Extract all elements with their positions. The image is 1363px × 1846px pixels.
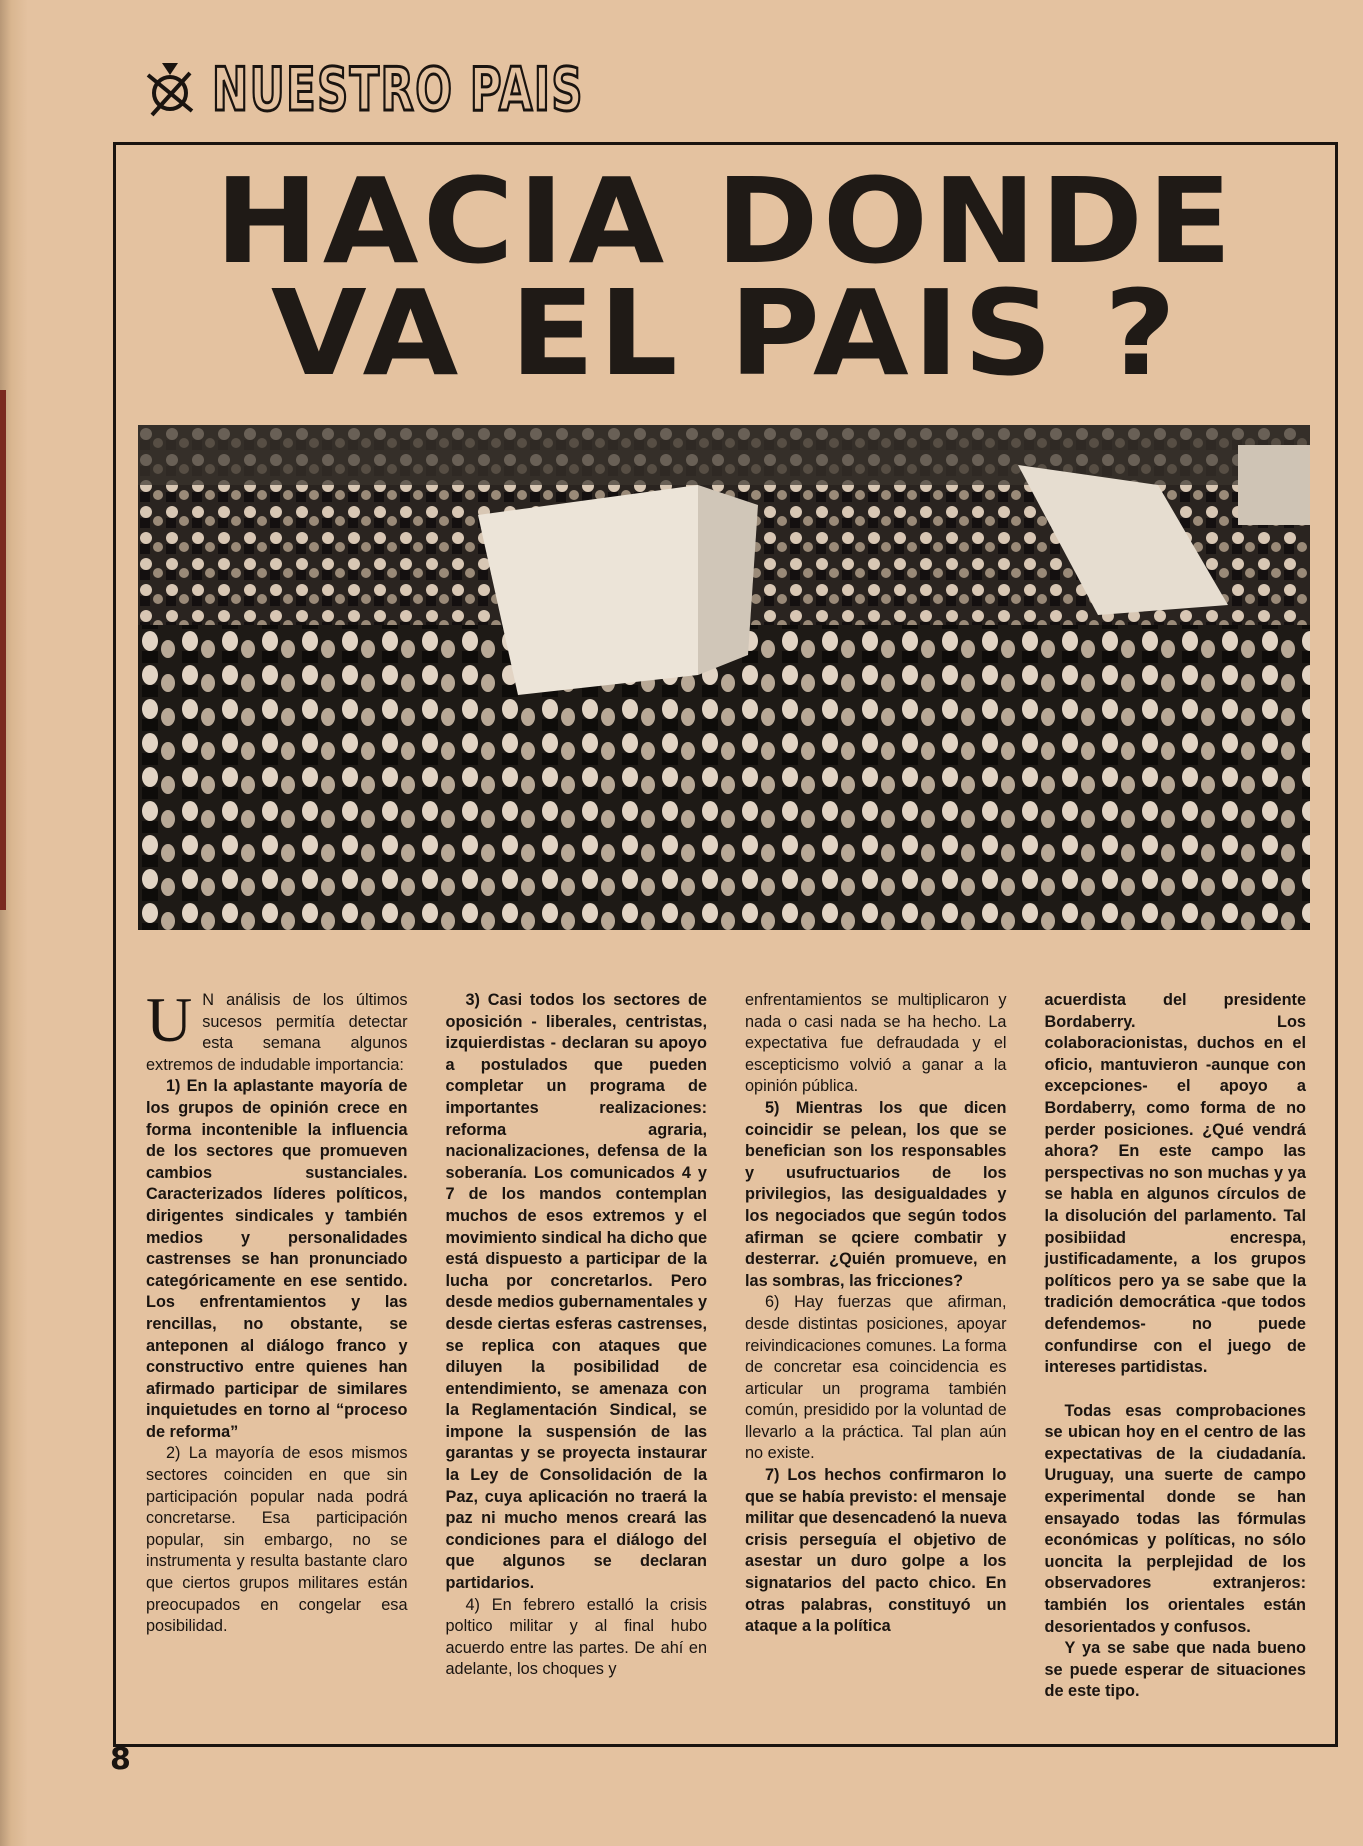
intro-paragraph: N análisis de los últimos sucesos permitía detectar esta semana algunos extremos de indudable importancia:	[146, 991, 408, 1074]
paragraph-5: 5) Mientras los que dicen coincidir se pelean, los que se benefician son los responsables y usufructuarios de los privilegios, las desigualdades y los negociados que según todos afirman se qciere combatir y desterrar. ¿Quién promueve, en las sombras, las fricciones?	[745, 1098, 1007, 1290]
column-2	[446, 990, 708, 1703]
paragraph-3: 3) Casi todos los sectores de oposición - liberales, centristas, izquierdistas - declaran su apoyo a postulados que pueden completar un programa de importantes realizaciones: reforma agraria, nacionalizaciones, defensa de la soberanía. Los comunicados 4 y 7 de los mandos contemplan muchos de esos extremos y el movimiento sindical ha dicho que está dispuesto a participar de la lucha por concretarlos. Pero desde medios gubernamentales y desde ciertas esferas castrenses, se replica con ataques que diluyen la posibilidad de entendimiento, se amenaza con la Reglamentación Sindical, se impone la suspensión de las garantas y se proyecta instaurar la Ley de Consolidación de la Paz, cuya aplicación no traerá la paz ni mucho menos creará las condiciones para el diálogo del que algunos se declaran partidarios.	[445, 991, 707, 1593]
column-4	[1045, 990, 1307, 1703]
drop-cap: U	[146, 984, 193, 1055]
binding-stripe	[0, 390, 6, 910]
paragraph-2: 2) La mayoría de esos mismos sectores coinciden en que sin participación popular nada podrá concretarse. Esa participación popular, sin embargo, no se instrumenta y resulta bastante claro que ciertos grupos militares están preocupados en congelar esa posibilidad.	[146, 1444, 408, 1636]
headline-line-1: HACIA DONDE	[214, 152, 1237, 290]
paragraph-8: Todas esas comprobaciones se ubican hoy en el centro de las expectativas de la ciudadanía. Uruguay, una suerte de campo experimental donde se han ensayado todas las fórmulas económicas y políticas, no sólo uoncita la perplejidad de los observadores extranjeros: también los orientales están desorientados y confusos.	[1044, 1401, 1306, 1636]
paragraph-6: 6) Hay fuerzas que afirman, desde distintas posiciones, apoyar reivindicaciones comunes. La forma de concretar esa coincidencia es articular un programa también común, presidido por la voluntad de llevarlo a la práctica. Tal plan aún no existe.	[745, 1293, 1007, 1463]
paragraph-4-continued: enfrentamientos se multiplicaron y nada o casi nada se ha hecho. La expectativa fue defraudada y el escepticismo volvió a ganar a la opinión pública.	[745, 991, 1007, 1096]
paragraph-1: 1) En la aplastante mayoría de los grupos de opinión crece en forma incontenible la influencia de los sectores que promueven cambios sustanciales. Caracterizados líderes políticos, dirigentes sindicales y también medios y personalidades castrenses se han pronunciado categóricamente en ese sentido. Los enfrentamientos y las rencillas, no obstante, se anteponen al diálogo franco y constructivo entre quienes han afirmado participar de similares inquietudes en torno al “proceso de reforma”	[146, 1077, 408, 1441]
paragraph-7: 7) Los hechos confirmaron lo que se había previsto: el mensaje militar que desencadenó la nueva crisis perseguía el objetivo de asestar un duro golpe a los signatarios del pacto chico. En otras palabras, constituyó un ataque a la política	[745, 1466, 1007, 1636]
section-header	[140, 50, 729, 130]
paragraph-7-continued: acuerdista del presidente Bordaberry. Los colaboracionistas, duchos en el oficio, mantuvieron -aunque con excepciones- el apoyo a Bordaberry, como forma de no perder posiciones. ¿Qué vendrá ahora? En este campo las perspectivas no son muchas y ya se habla en algunos círculos de la disolución del parlamento. Tal posibiidad encrespa, justificadamente, a los grupos políticos pero ya se sabe que la tradición democrática -que todos defendemos- no puede confundirse con el juego de intereses partidistas.	[1044, 991, 1306, 1377]
column-1	[146, 984, 408, 1703]
paragraph-4: 4) En febrero estalló la crisis poltico militar y al final hubo acuerdo entre las partes. De ahí en adelante, los choques y	[445, 1595, 707, 1679]
paragraph-9: Y ya se sabe que nada bueno se puede esperar de situaciones de este tipo.	[1044, 1639, 1306, 1701]
crowd-photo	[138, 425, 1310, 930]
magazine-emblem-icon	[140, 55, 200, 125]
section-title: NUESTRO PAIS	[212, 55, 584, 125]
column-3	[745, 990, 1007, 1703]
article-frame	[113, 142, 1338, 1747]
headline-line-2: VA EL PAIS ?	[270, 264, 1181, 402]
article-body	[146, 984, 1306, 1703]
page-number: 8	[110, 1742, 131, 1777]
headline	[86, 152, 1363, 402]
page-edge	[0, 0, 28, 1846]
